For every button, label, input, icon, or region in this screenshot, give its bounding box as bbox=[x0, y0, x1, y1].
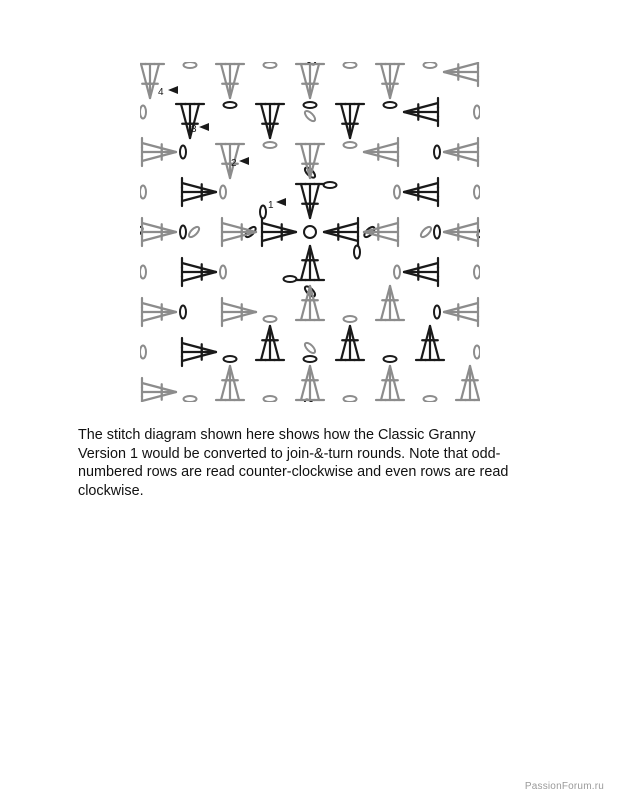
site-watermark: PassionForum.ru bbox=[524, 781, 604, 792]
round-3-side-3-cluster-1-stitch-2 bbox=[182, 263, 216, 272]
round-3-side-0-cluster-1-stitch-0 bbox=[261, 104, 270, 138]
round-4-side-1-chain-3 bbox=[474, 346, 480, 359]
round-3-side-2-chain-1 bbox=[304, 356, 317, 362]
round-1-side-2-chain-0 bbox=[284, 276, 297, 282]
caption-line-4: clockwise. bbox=[78, 482, 144, 499]
round-4-side-1-cluster-3-stitch-0 bbox=[444, 303, 478, 312]
round-4-side-0-chain-0 bbox=[184, 62, 197, 68]
round-2-side-3-cluster-0-stitch-0 bbox=[222, 312, 256, 321]
round-4-side-1-cluster-2-stitch-2 bbox=[444, 232, 478, 241]
round-4-side-0-chain-1 bbox=[264, 62, 277, 68]
round-4-side-3-cluster-3-stitch-0 bbox=[142, 152, 176, 161]
round-4-side-3-cluster-2-stitch-2 bbox=[142, 223, 176, 232]
round-4-side-1-cluster-0-stitch-0 bbox=[444, 63, 478, 72]
round-3-side-1-chain-0 bbox=[434, 146, 440, 159]
round-3-side-0-cluster-2-stitch-2 bbox=[350, 104, 359, 138]
round-2-corner-chain-2 bbox=[303, 341, 316, 354]
round-4-side-0-cluster-1-stitch-2 bbox=[230, 64, 239, 98]
round-1-side-3-cluster-0-stitch-0 bbox=[262, 232, 296, 241]
round-3-side-1-cluster-1-stitch-2 bbox=[404, 192, 438, 201]
round-3-side-2-cluster-2-stitch-2 bbox=[261, 326, 270, 360]
round-3-side-2-chain-2 bbox=[224, 356, 237, 362]
round-2-side-2-chain-0 bbox=[344, 316, 357, 322]
round-1-side-2-cluster-0-stitch-0 bbox=[310, 246, 319, 280]
round-2-side-0-chain-0 bbox=[264, 142, 277, 148]
round-4-side-3-chain-1 bbox=[140, 266, 146, 279]
round-4-side-3-chain-2 bbox=[140, 186, 146, 199]
round-4-side-1-cluster-0-stitch-2 bbox=[444, 72, 478, 81]
round-2-arrow-icon bbox=[239, 157, 249, 165]
round-4-side-0-cluster-0-stitch-0 bbox=[141, 64, 150, 98]
caption-line-1: The stitch diagram shown here shows how the Classic Granny bbox=[78, 427, 476, 443]
round-2-side-3-cluster-0-stitch-2 bbox=[222, 303, 256, 312]
round-3-arrow-icon bbox=[199, 123, 209, 131]
round-2-side-2-cluster-0-stitch-2 bbox=[381, 286, 390, 320]
round-2-side-1-cluster-0-stitch-0 bbox=[364, 143, 398, 152]
crochet-stitch-diagram bbox=[140, 62, 480, 402]
round-3-side-3-cluster-2-stitch-2 bbox=[182, 183, 216, 192]
round-3-side-1-cluster-0-stitch-0 bbox=[404, 103, 438, 112]
round-4-side-3-cluster-0-stitch-0 bbox=[142, 392, 176, 401]
round-4-side-0-chain-3 bbox=[424, 62, 437, 68]
diagram-caption bbox=[78, 426, 538, 500]
round-4-side-2-cluster-1-stitch-0 bbox=[390, 366, 399, 400]
round-4-side-1-chain-2 bbox=[474, 266, 480, 279]
round-1-side-3-cluster-0-stitch-2 bbox=[262, 223, 296, 232]
round-4-side-3-cluster-1-stitch-0 bbox=[142, 312, 176, 321]
round-3-side-1-cluster-2-stitch-0 bbox=[404, 263, 438, 272]
round-3-side-2-cluster-0-stitch-0 bbox=[430, 326, 439, 360]
round-4-side-2-cluster-3-stitch-2 bbox=[221, 366, 230, 400]
round-4-side-1-cluster-2-stitch-0 bbox=[444, 223, 478, 232]
round-4-side-2-chain-1 bbox=[344, 396, 357, 402]
round-2-side-1-chain-0 bbox=[394, 186, 400, 199]
round-2-side-2-cluster-0-stitch-0 bbox=[390, 286, 399, 320]
round-3-side-1-cluster-2-stitch-2 bbox=[404, 272, 438, 281]
round-1-side-1-cluster-0-stitch-0 bbox=[324, 223, 358, 232]
round-3-side-3-cluster-1-stitch-0 bbox=[182, 272, 216, 281]
round-2-corner-chain-3 bbox=[187, 225, 200, 238]
round-4-side-2-chain-0 bbox=[424, 396, 437, 402]
round-1-side-0-chain-0 bbox=[324, 182, 337, 188]
diagram-rounds bbox=[140, 62, 480, 402]
round-1-side-3-chain-0 bbox=[260, 206, 266, 219]
round-4-side-0-cluster-2-stitch-2 bbox=[310, 64, 319, 98]
round-4-side-3-cluster-1-stitch-2 bbox=[142, 303, 176, 312]
round-3-side-3-cluster-0-stitch-0 bbox=[182, 352, 216, 361]
round-4-side-1-cluster-1-stitch-2 bbox=[444, 152, 478, 161]
round-1-side-2-cluster-0-stitch-2 bbox=[301, 246, 310, 280]
round-2-side-0-chain-1 bbox=[344, 142, 357, 148]
round-4-side-3-cluster-3-stitch-2 bbox=[142, 143, 176, 152]
round-4-side-1-cluster-3-stitch-2 bbox=[444, 312, 478, 321]
round-3-side-0-chain-0 bbox=[224, 102, 237, 108]
round-4-side-3-chain-0 bbox=[140, 346, 146, 359]
round-label-4: 4 bbox=[158, 87, 164, 98]
round-3-side-1-cluster-0-stitch-2 bbox=[404, 112, 438, 121]
round-4-side-1-chain-1 bbox=[474, 186, 480, 199]
round-2-corner-chain-1 bbox=[419, 225, 432, 238]
caption-line-3: numbered rows are read counter-clockwise and even rows are read bbox=[78, 464, 509, 480]
round-3-side-2-cluster-0-stitch-2 bbox=[421, 326, 430, 360]
round-4-side-1-cluster-1-stitch-0 bbox=[444, 143, 478, 152]
round-4-side-3-cluster-2-stitch-0 bbox=[142, 232, 176, 241]
round-3-side-3-cluster-2-stitch-0 bbox=[182, 192, 216, 201]
round-4-side-2-cluster-1-stitch-2 bbox=[381, 366, 390, 400]
caption-line-2: Version 1 would be converted to join-&-turn rounds. Note that odd- bbox=[78, 445, 501, 462]
round-4-side-0-cluster-3-stitch-0 bbox=[381, 64, 390, 98]
round-4-side-1-chain-0 bbox=[474, 106, 480, 119]
round-4-side-0-cluster-3-stitch-2 bbox=[390, 64, 399, 98]
round-4-side-2-chain-3 bbox=[184, 396, 197, 402]
round-3-side-3-chain-1 bbox=[180, 226, 186, 239]
round-2-side-3-chain-0 bbox=[220, 266, 226, 279]
round-3-side-3-chain-0 bbox=[180, 306, 186, 319]
round-4-side-2-cluster-2-stitch-2 bbox=[301, 366, 310, 400]
round-3-side-0-chain-1 bbox=[304, 102, 317, 108]
round-2-side-0-cluster-0-stitch-0 bbox=[221, 144, 230, 178]
round-4-side-0-cluster-2-stitch-0 bbox=[301, 64, 310, 98]
round-4-side-2-chain-2 bbox=[264, 396, 277, 402]
round-3-side-2-cluster-1-stitch-2 bbox=[341, 326, 350, 360]
round-label-1: 1 bbox=[268, 200, 274, 211]
round-3-side-2-cluster-1-stitch-0 bbox=[350, 326, 359, 360]
round-3-side-0-cluster-1-stitch-2 bbox=[270, 104, 279, 138]
round-3-side-2-chain-0 bbox=[384, 356, 397, 362]
round-label-3: 3 bbox=[191, 124, 197, 135]
round-2-side-1-chain-1 bbox=[394, 266, 400, 279]
round-1-side-1-cluster-0-stitch-2 bbox=[324, 232, 358, 241]
round-3-side-0-cluster-0-stitch-0 bbox=[181, 104, 190, 138]
round-3-side-1-cluster-1-stitch-0 bbox=[404, 183, 438, 192]
round-3-side-0-cluster-2-stitch-0 bbox=[341, 104, 350, 138]
round-3-side-1-chain-2 bbox=[434, 306, 440, 319]
round-3-side-3-cluster-0-stitch-2 bbox=[182, 343, 216, 352]
round-4-side-3-cluster-0-stitch-2 bbox=[142, 383, 176, 392]
centre-ring-icon bbox=[304, 226, 316, 238]
round-4-side-2-cluster-0-stitch-0 bbox=[470, 366, 479, 400]
round-3-side-2-cluster-2-stitch-0 bbox=[270, 326, 279, 360]
round-1-side-0-cluster-0-stitch-0 bbox=[301, 184, 310, 218]
round-4-side-2-cluster-3-stitch-0 bbox=[230, 366, 239, 400]
round-4-side-3-chain-3 bbox=[140, 106, 146, 119]
round-2-corner-chain-0 bbox=[303, 109, 316, 122]
round-2-side-1-cluster-0-stitch-2 bbox=[364, 152, 398, 161]
round-4-arrow-icon bbox=[168, 86, 178, 94]
round-4-side-2-cluster-0-stitch-2 bbox=[461, 366, 470, 400]
round-label-2: 2 bbox=[231, 158, 237, 169]
round-3-side-3-chain-2 bbox=[180, 146, 186, 159]
round-2-side-3-chain-1 bbox=[220, 186, 226, 199]
round-1-side-1-chain-0 bbox=[354, 246, 360, 259]
round-4-side-0-chain-2 bbox=[344, 62, 357, 68]
round-1-side-0-cluster-0-stitch-2 bbox=[310, 184, 319, 218]
round-4-side-2-cluster-2-stitch-0 bbox=[310, 366, 319, 400]
round-3-side-0-chain-2 bbox=[384, 102, 397, 108]
round-1-arrow-icon bbox=[276, 198, 286, 206]
round-3-side-1-chain-1 bbox=[434, 226, 440, 239]
round-4-side-0-cluster-1-stitch-0 bbox=[221, 64, 230, 98]
round-2-side-2-chain-1 bbox=[264, 316, 277, 322]
